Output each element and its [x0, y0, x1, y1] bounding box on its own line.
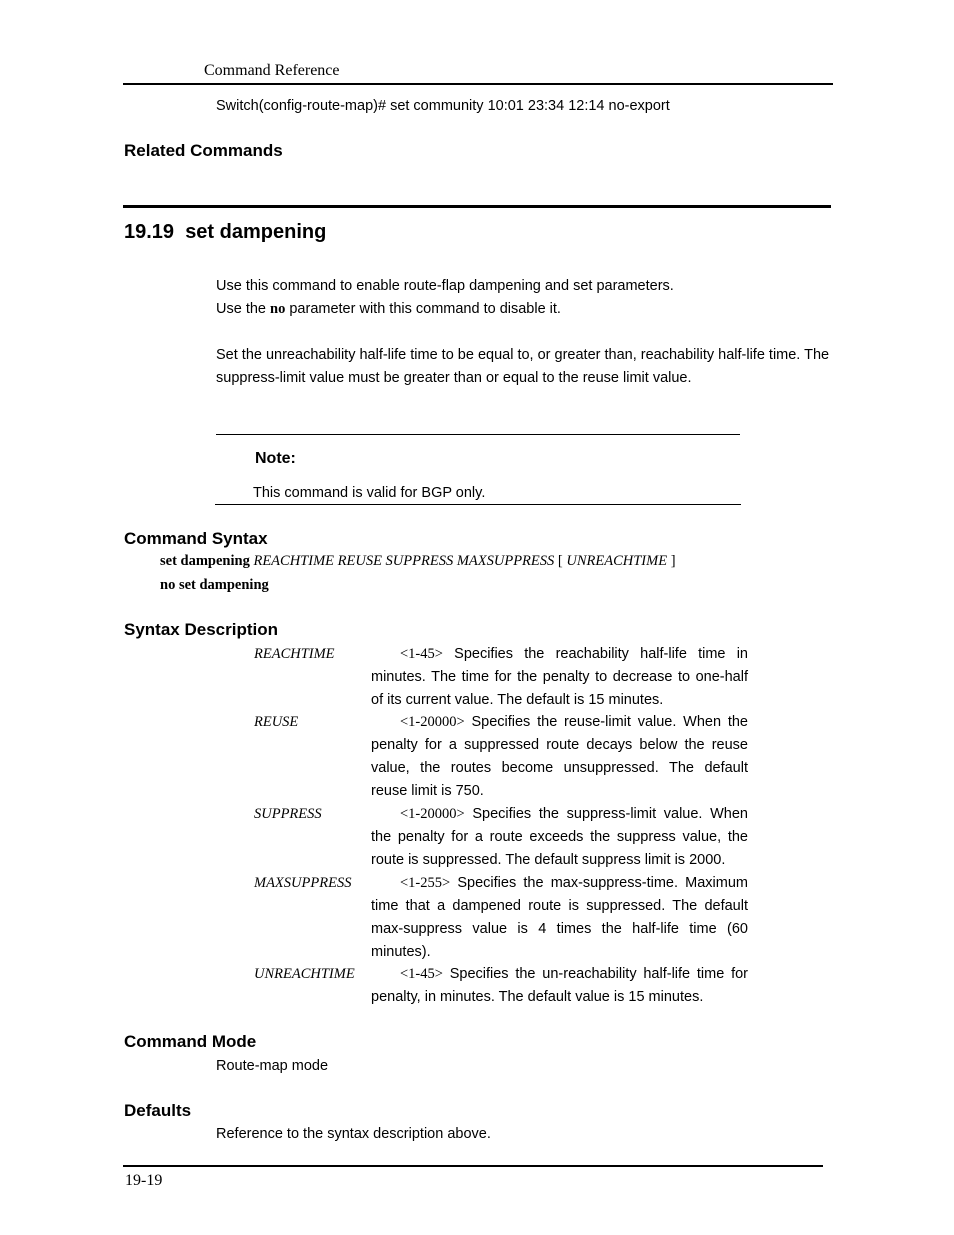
param-description: <1-255> Specifies the max-suppress-time. Maximum time that a dampened route is suppressed. The default max-suppress value is 4 times the half-life time (60 minutes). [371, 875, 748, 960]
param-term: MAXSUPPRESS [254, 875, 352, 891]
intro-para2-line-1: Set the unreachability half-life time to be equal to, or greater than, reachability half-life time. The [216, 347, 830, 363]
param-range: <1-20000> [400, 714, 465, 730]
note-label: Note: [255, 450, 296, 467]
param-term: REACHTIME [254, 646, 335, 662]
note-top-rule [216, 434, 740, 435]
page-number: 19-19 [125, 1172, 163, 1189]
note-text: This command is valid for BGP only. [253, 485, 486, 501]
related-commands-heading: Related Commands [124, 141, 283, 160]
no-keyword: no [270, 301, 286, 317]
intro-line-1: Use this command to enable route-flap dampening and set parameters. [216, 278, 674, 294]
syntax-line-set: set dampening REACHTIME REUSE SUPPRESS MAXSUPPRESS [ UNREACHTIME ] [160, 553, 676, 569]
section-name: set dampening [185, 221, 327, 243]
param-range: <1-255> [400, 875, 451, 891]
defaults-heading: Defaults [124, 1101, 192, 1120]
syntax-set-args: REACHTIME REUSE SUPPRESS MAXSUPPRESS [249, 553, 558, 569]
intro-para2-line-2: suppress-limit value must be greater than or equal to the reuse limit value. [216, 370, 692, 386]
header-rule [123, 83, 833, 85]
section-rule [123, 205, 831, 208]
syntax-set-command: set dampening [160, 553, 250, 569]
command-syntax-heading: Command Syntax [124, 529, 268, 548]
param-term: UNREACHTIME [254, 966, 355, 982]
note-bottom-rule [215, 504, 741, 505]
param-description: <1-45> Specifies the reachability half-life time in minutes. The time for the penalty to decrease to one-half of its current value. The default is 15 minutes. [371, 646, 748, 708]
syntax-description-heading: Syntax Description [124, 620, 278, 639]
param-range: <1-45> [400, 646, 443, 662]
param-description: <1-20000> Specifies the suppress-limit value. When the penalty for a route exceeds the suppress value, the route is suppressed. The default suppress limit is 2000. [371, 806, 748, 868]
param-description: <1-20000> Specifies the reuse-limit value. When the penalty for a suppressed route decays below the reuse value, the routes become unsuppressed. The default reuse limit is 750. [371, 714, 748, 799]
param-term: REUSE [254, 714, 299, 730]
param-description: <1-45> Specifies the un-reachability half-life time for penalty, in minutes. The default value is 15 minutes. [371, 966, 748, 1005]
param-term: SUPPRESS [254, 806, 322, 822]
running-header: Command Reference [204, 62, 340, 79]
section-title [124, 221, 326, 244]
syntax-line-no: no set dampening [160, 577, 269, 593]
footer-rule [123, 1165, 823, 1167]
defaults-text: Reference to the syntax description above. [216, 1126, 491, 1142]
example-command-line: Switch(config-route-map)# set community 10:01 23:34 12:14 no-export [216, 98, 670, 114]
intro-line-2: Use the no parameter with this command to disable it. [216, 301, 561, 317]
command-mode-text: Route-map mode [216, 1058, 329, 1074]
section-number: 19.19 [124, 221, 175, 243]
command-mode-heading: Command Mode [124, 1032, 257, 1051]
param-range: <1-20000> [400, 806, 465, 822]
param-range: <1-45> [400, 966, 443, 982]
syntax-optional-arg: UNREACHTIME [562, 553, 671, 569]
